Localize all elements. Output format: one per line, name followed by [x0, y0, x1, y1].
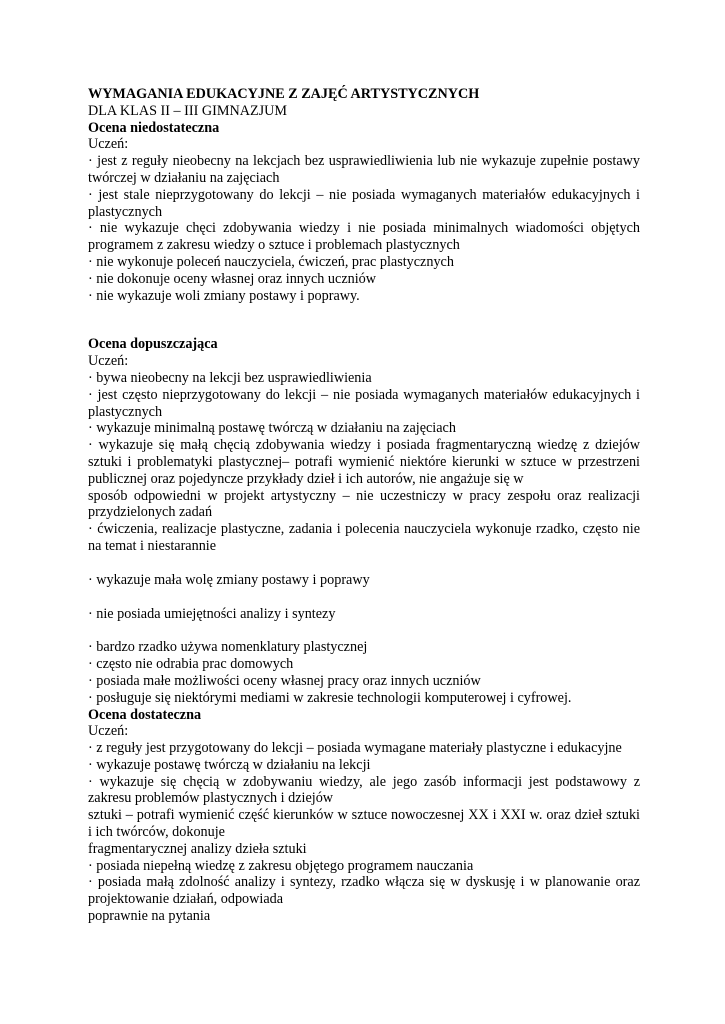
spacer — [88, 304, 640, 336]
list-item: · posiada niepełną wiedzę z zakresu objętego programem nauczania — [88, 857, 474, 874]
list-item: · często nie odrabia prac domowych — [88, 656, 294, 673]
list-item: · nie wykazuje chęci zdobywania wiedzy i nie posiada minimalnych wiadomości objętych programem z zakresu wiedzy o sztuce i problemach plastycznych — [88, 220, 640, 254]
list-item: · posiada małe możliwości oceny własnej pracy oraz innych uczniów — [88, 672, 481, 689]
section-intro: Uczeń: — [88, 723, 129, 740]
spacer — [88, 555, 640, 572]
list-item: · wykazuje się chęcią w zdobywaniu wiedzy, ale jego zasób informacji jest podstawowy z zakresu problemów plastycznych i dziejów — [88, 773, 640, 807]
list-item: · wykazuje mała wolę zmiany postawy i poprawy — [88, 571, 370, 588]
list-item: · nie wykazuje woli zmiany postawy i poprawy. — [88, 287, 360, 304]
section-intro: Uczeń: — [88, 136, 129, 153]
list-item: · nie wykonuje poleceń nauczyciela, ćwiczeń, prac plastycznych — [88, 253, 454, 270]
list-item: · wykazuje postawę twórczą w działaniu na lekcji — [88, 756, 371, 773]
section-heading-dopuszczajaca: Ocena dopuszczająca — [88, 336, 218, 353]
spacer — [88, 589, 640, 606]
list-item: · nie dokonuje oceny własnej oraz innych uczniów — [88, 270, 376, 287]
list-item: poprawnie na pytania — [88, 908, 211, 925]
spacer — [88, 622, 640, 639]
list-item: · bardzo rzadko używa nomenklatury plastycznej — [88, 639, 368, 656]
document-page — [88, 86, 640, 925]
document-subtitle: DLA KLAS II – III GIMNAZJUM — [88, 102, 287, 119]
list-item: · ćwiczenia, realizacje plastyczne, zadania i polecenia nauczyciela wykonuje rzadko, często nie na temat i niestarannie — [88, 521, 640, 554]
list-item: · posiada małą zdolność analizy i syntezy, rzadko włącza się w dyskusję i w planowanie oraz projektowanie działań, odpowiada — [88, 874, 640, 908]
list-item: · bywa nieobecny na lekcji bez usprawiedliwienia — [88, 369, 372, 386]
section-intro: Uczeń: — [88, 353, 129, 370]
list-item: · wykazuje się małą chęcią zdobywania wiedzy i posiada fragmentaryczną wiedzę z dziejów sztuki i problematyki plastycznej– potrafi wymienić niektóre kierunki w sztuce w przestrzeni publicznej oraz pojedyncze przykłady dzieł i ich autorów, nie angażuje się w — [88, 437, 640, 487]
list-item: fragmentarycznej analizy dzieła sztuki — [88, 840, 307, 857]
list-item: · wykazuje minimalną postawę twórczą w działaniu na zajęciach — [88, 420, 456, 437]
list-item: sztuki – potrafi wymienić część kierunków w sztuce nowoczesnej XX i XXI w. oraz dzieł sztuki i ich twórców, dokonuje — [88, 807, 640, 841]
list-item: · jest stale nieprzygotowany do lekcji – nie posiada wymaganych materiałów edukacyjnych i plastycznych — [88, 186, 640, 220]
section-heading-niedostateczna: Ocena niedostateczna — [88, 119, 220, 136]
list-item: · nie posiada umiejętności analizy i syntezy — [88, 605, 336, 622]
list-item: · z reguły jest przygotowany do lekcji – posiada wymagane materiały plastyczne i edukacyjne — [88, 740, 622, 757]
list-item: · jest często nieprzygotowany do lekcji – nie posiada wymaganych materiałów edukacyjnych i plastycznych — [88, 386, 640, 420]
list-item: · jest z reguły nieobecny na lekcjach bez usprawiedliwienia lub nie wykazuje zupełnie postawy twórczej w działaniu na zajęciach — [88, 153, 640, 186]
list-item: sposób odpowiedni w projekt artystyczny – nie uczestniczy w pracy zespołu oraz realizacji przydzielonych zadań — [88, 487, 640, 521]
list-item: · posługuje się niektórymi mediami w zakresie technologii komputerowej i cyfrowej. — [88, 689, 572, 706]
document-title: WYMAGANIA EDUKACYJNE Z ZAJĘĆ ARTYSTYCZNYCH — [88, 86, 480, 102]
section-heading-dostateczna: Ocena dostateczna — [88, 706, 202, 723]
